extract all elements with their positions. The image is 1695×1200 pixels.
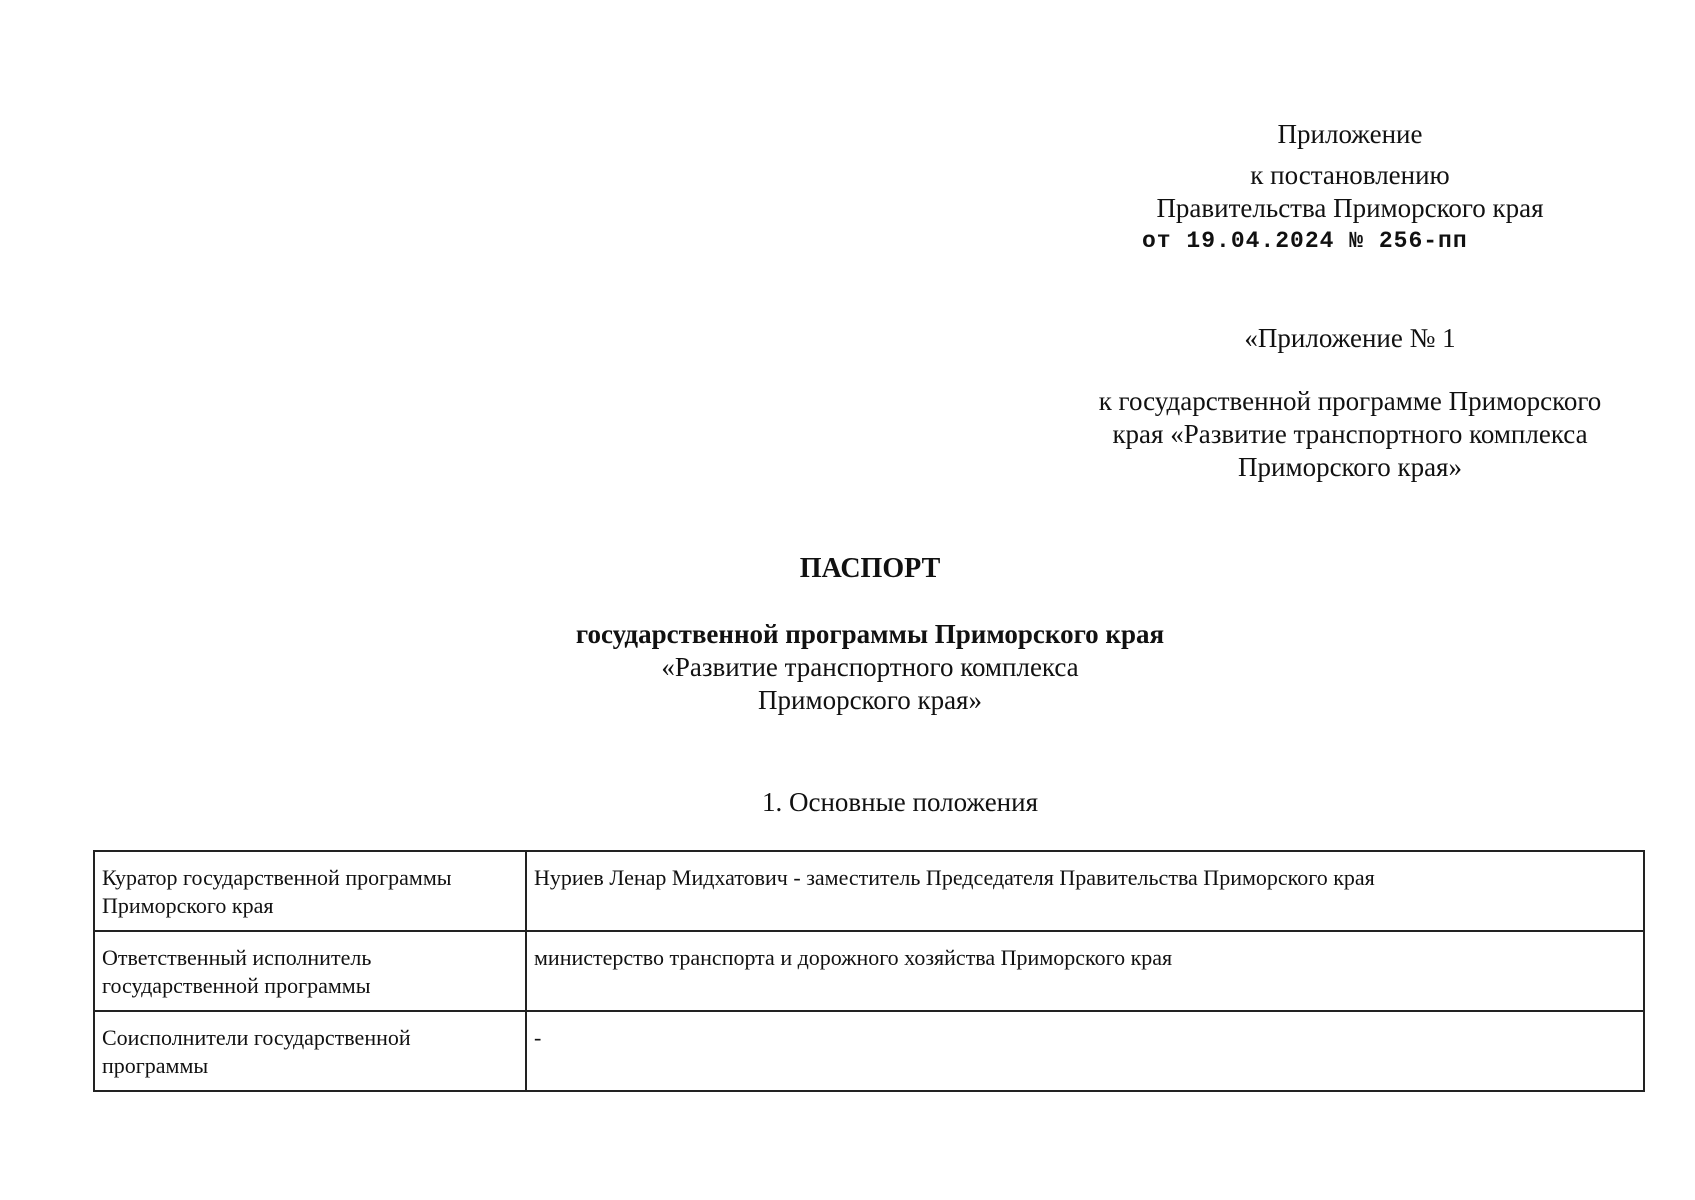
table-label-cell — [94, 851, 526, 931]
label-line: Куратор государственной программы — [102, 865, 452, 890]
program-subtitle-line: Приморского края» — [758, 685, 982, 715]
program-subtitle-line: «Развитие транспортного комплекса — [661, 652, 1079, 682]
label-line: Соисполнители государственной — [102, 1025, 411, 1050]
attachment-line: к постановлению — [1250, 160, 1450, 190]
appendix-number: «Приложение № 1 — [1244, 323, 1456, 353]
program-subtitle-bold: государственной программы Приморского края — [575, 619, 1165, 649]
table-label-cell — [94, 931, 526, 1011]
table-row — [94, 1011, 1644, 1091]
passport-title: ПАСПОРТ — [799, 553, 941, 584]
table-value-cell: Нуриев Ленар Мидхатович - заместитель Председателя Правительства Приморского края — [526, 851, 1644, 931]
attachment-title: Приложение — [1277, 119, 1423, 149]
label-line: программы — [102, 1053, 209, 1078]
main-provisions-table — [93, 850, 1645, 1092]
table-label-cell — [94, 1011, 526, 1091]
attachment-date: от 19.04.2024 № 256-пп — [1142, 228, 1468, 254]
table-value-cell: - — [526, 1011, 1644, 1091]
label-line: Приморского края — [102, 893, 274, 918]
table-value-cell: министерство транспорта и дорожного хозяйства Приморского края — [526, 931, 1644, 1011]
program-title — [0, 618, 1695, 717]
attachment-header — [1090, 118, 1610, 258]
appendix-reference — [1060, 322, 1640, 484]
appendix-line: к государственной программе Приморского — [1098, 386, 1602, 416]
appendix-line: края «Развитие транспортного комплекса — [1112, 419, 1588, 449]
attachment-line: Правительства Приморского края — [1156, 193, 1544, 223]
table-row — [94, 851, 1644, 931]
label-line: государственной программы — [102, 973, 371, 998]
label-line: Ответственный исполнитель — [102, 945, 372, 970]
appendix-line: Приморского края» — [1238, 452, 1462, 482]
table-row — [94, 931, 1644, 1011]
section-heading: 1. Основные положения — [762, 787, 1038, 817]
